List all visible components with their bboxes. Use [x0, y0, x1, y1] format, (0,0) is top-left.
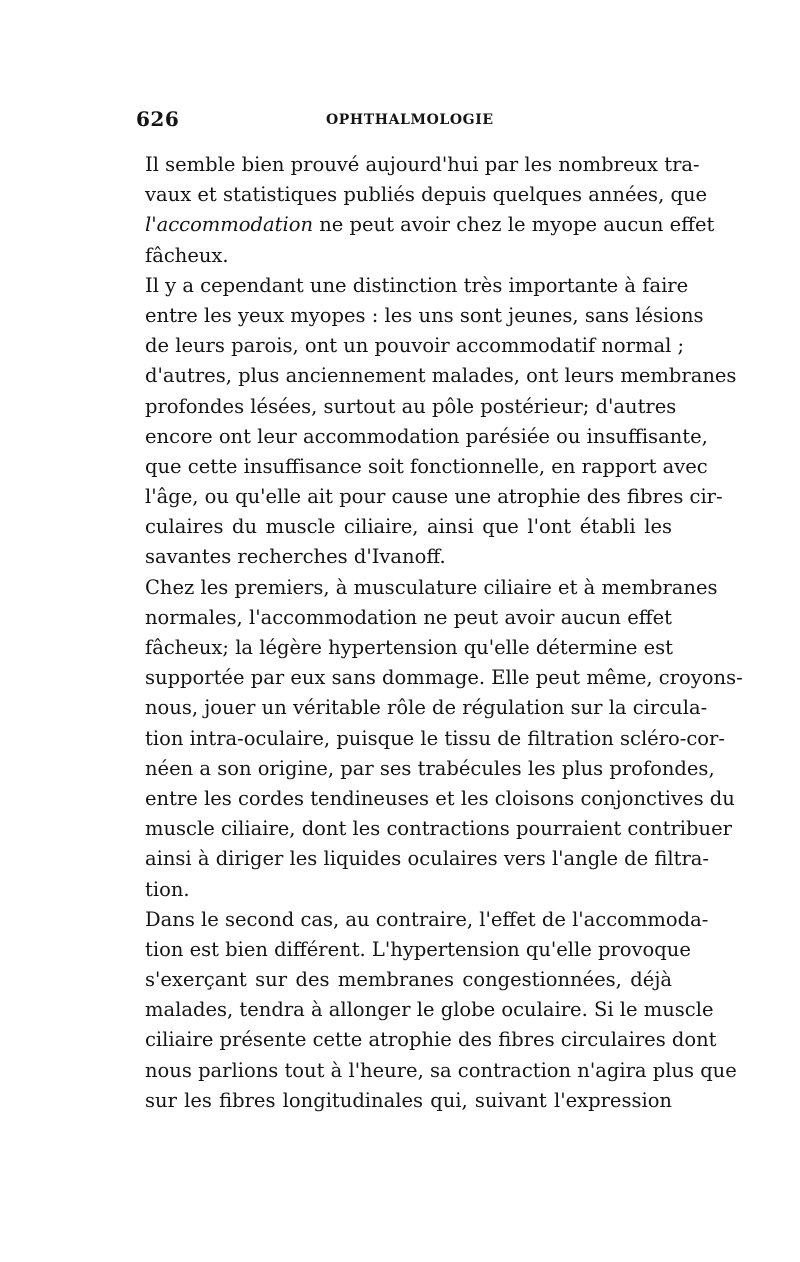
text-line: néen a son origine, par ses trabécules les plus profondes,	[145, 756, 715, 780]
page-number: 626	[136, 107, 180, 131]
page-header	[136, 107, 672, 137]
text-line	[145, 210, 715, 240]
text-line: nous, jouer un véritable rôle de régulation sur la circula-	[145, 696, 708, 720]
text-line: Il y a cependant une distinction très importante à faire	[145, 273, 689, 297]
text-line: fâcheux; la légère hypertension qu'elle détermine est	[145, 636, 673, 659]
text-line: fâcheux.	[145, 243, 229, 267]
text-line: sur les fibres longitudinales qui, suivant l'expression	[145, 1088, 672, 1112]
paragraph	[145, 573, 743, 905]
text-line: entre les yeux myopes : les uns sont jeunes, sans lésions	[145, 303, 704, 327]
paragraph	[145, 150, 715, 271]
body-text	[145, 150, 743, 1116]
text-line-rest: ne peut avoir chez le myope aucun effet	[313, 213, 715, 237]
paragraph	[145, 905, 737, 1116]
text-line: tion.	[145, 877, 190, 901]
text-line: encore ont leur accommodation parésiée ou insuffisante,	[145, 424, 708, 448]
text-line: ainsi à diriger les liquides oculaires vers l'angle de filtra-	[145, 847, 710, 871]
text-line: muscle ciliaire, dont les contractions pourraient contribuer	[145, 817, 732, 841]
text-line: tion est bien différent. L'hypertension qu'elle provoque	[145, 937, 691, 961]
text-line: normales, l'accommodation ne peut avoir aucun effet	[145, 605, 672, 629]
text-line: Il semble bien prouvé aujourd'hui par les nombreux tra-	[145, 153, 700, 176]
text-line: tion intra-oculaire, puisque le tissu de filtration scléro-cor-	[145, 726, 725, 750]
text-line: savantes recherches d'Ivanoff.	[145, 545, 446, 569]
text-line: s'exerçant sur des membranes congestionnées, déjà	[145, 968, 672, 992]
text-line: entre les cordes tendineuses et les cloisons conjonctives du	[145, 786, 735, 810]
text-line: Dans le second cas, au contraire, l'effet de l'accommoda-	[145, 907, 709, 931]
text-line: culaires du muscle ciliaire, ainsi que l'ont établi les	[145, 515, 672, 539]
running-head: OPHTHALMOLOGIE	[326, 112, 494, 128]
text-line: l'âge, ou qu'elle ait pour cause une atrophie des fibres cir-	[145, 485, 723, 509]
paragraph	[145, 271, 737, 573]
text-line: vaux et statistiques publiés depuis quelques années, que	[145, 183, 708, 207]
text-line: que cette insuffisance soit fonctionnelle, en rapport avec	[145, 454, 708, 478]
text-line: profondes lésées, surtout au pôle postérieur; d'autres	[145, 394, 677, 418]
text-line: d'autres, plus anciennement malades, ont leurs membranes	[145, 364, 737, 388]
text-line: nous parlions tout à l'heure, sa contraction n'agira plus que	[145, 1058, 737, 1082]
text-line: ciliaire présente cette atrophie des fibres circulaires dont	[145, 1028, 717, 1052]
text-line: supportée par eux sans dommage. Elle peut même, croyons-	[145, 666, 743, 690]
text-line: de leurs parois, ont un pouvoir accommodatif normal ;	[145, 334, 685, 358]
emphasized-term: l'accommodation	[145, 213, 314, 237]
text-line: Chez les premiers, à musculature ciliaire et à membranes	[145, 575, 718, 599]
text-line: malades, tendra à allonger le globe oculaire. Si le muscle	[145, 998, 714, 1022]
